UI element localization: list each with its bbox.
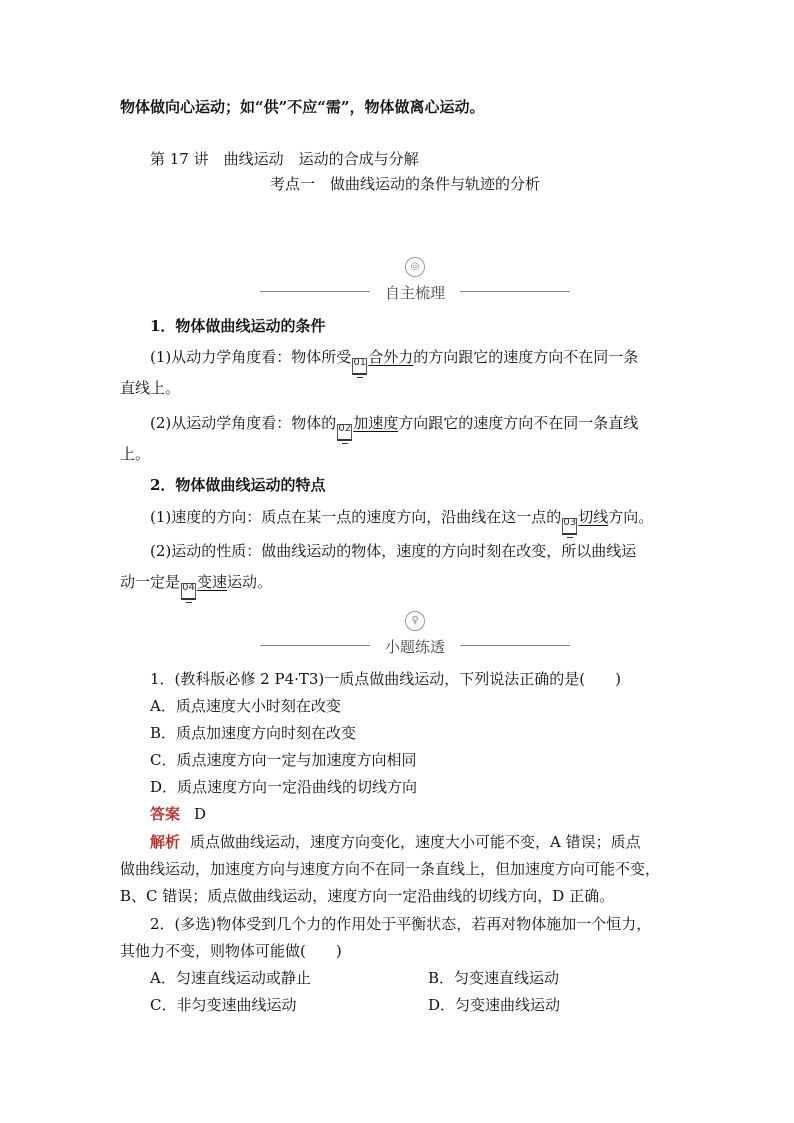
answer-value: D (194, 805, 207, 823)
banner-label: 小题练透 (384, 638, 445, 656)
heading-conditions: 1．物体做曲线运动的条件 (150, 317, 326, 335)
paragraph: (1)从动力学角度看：物体所受 01 合外力的方向跟它的速度方向不在同一条 (150, 347, 638, 375)
fill-blank: 加速度 (353, 414, 399, 432)
analysis: 解析 质点做曲线运动，速度方向变化，速度大小可能不变，A 错误；质点 (150, 833, 641, 851)
paragraph: (2)从运动学角度看：物体的 02 加速度方向跟它的速度方向不在同一条直线 (150, 413, 638, 441)
question-2-stem: 2．(多选)物体受到几个力的作用处于平衡状态，若再对物体施加一个恒力， (150, 915, 652, 933)
option-d: D．匀变速曲线运动 (428, 996, 561, 1014)
banner-practice (256, 609, 574, 657)
banner-label: 自主梳理 (384, 284, 445, 302)
paragraph: (2)运动的性质：做曲线运动的物体，速度的方向时刻在改变，所以曲线运 (150, 542, 637, 560)
blank-marker-icon: 03 (562, 518, 577, 535)
paragraph: (1)速度的方向：质点在某一点的速度方向，沿曲线在这一点的 03 切线方向。 (150, 507, 653, 535)
question-2-stem: 其他力不变，则物体可能做( ) (120, 942, 342, 960)
analysis-label: 解析 (150, 833, 181, 851)
bulb-icon: ♀ (405, 611, 425, 631)
banner-self-review (256, 255, 574, 303)
analysis: B、C 错误；质点做曲线运动，速度方向一定沿曲线的切线方向，D 正确。 (120, 887, 615, 905)
analysis: 做曲线运动，加速度方向与速度方向不在同一条直线上，但加速度方向可能不变， (120, 860, 661, 878)
option-a: A．质点速度大小时刻在改变 (150, 697, 341, 715)
option-c: C．非匀变速曲线运动 (150, 996, 297, 1014)
blank-marker-icon: 02 (337, 424, 352, 441)
paragraph: 直线上。 (120, 379, 181, 397)
fill-blank: 变速 (197, 573, 228, 591)
option-c: C．质点速度方向一定与加速度方向相同 (150, 751, 417, 769)
option-b: B．质点加速度方向时刻在改变 (150, 724, 357, 742)
option-a: A．匀速直线运动或静止 (150, 969, 311, 987)
divider (460, 645, 570, 646)
option-b: B．匀变速直线运动 (428, 969, 560, 987)
fill-blank: 合外力 (368, 348, 414, 366)
answer-label: 答案 (150, 805, 181, 823)
question-1-stem: 1．(教科版必修 2 P4·T3)一质点做曲线运动，下列说法正确的是( ) (150, 670, 621, 688)
leaf-icon: ◎ (405, 257, 425, 277)
fill-blank: 切线 (578, 508, 609, 526)
paragraph: 动一定是 04 变速运动。 (120, 572, 272, 600)
divider (460, 291, 570, 292)
lecture-title: 第 17 讲 曲线运动 运动的合成与分解 (150, 150, 419, 168)
section-title: 考点一 做曲线运动的条件与轨迹的分析 (270, 175, 541, 193)
top-line: 物体做向心运动；如“供”不应“需”，物体做离心运动。 (120, 98, 485, 116)
blank-marker-icon: 04 (181, 583, 196, 600)
answer (150, 804, 206, 824)
heading-features: 2．物体做曲线运动的特点 (150, 476, 326, 494)
option-d: D．质点速度方向一定沿曲线的切线方向 (150, 778, 418, 796)
blank-marker-icon: 01 (352, 358, 367, 375)
paragraph: 上。 (120, 445, 151, 463)
